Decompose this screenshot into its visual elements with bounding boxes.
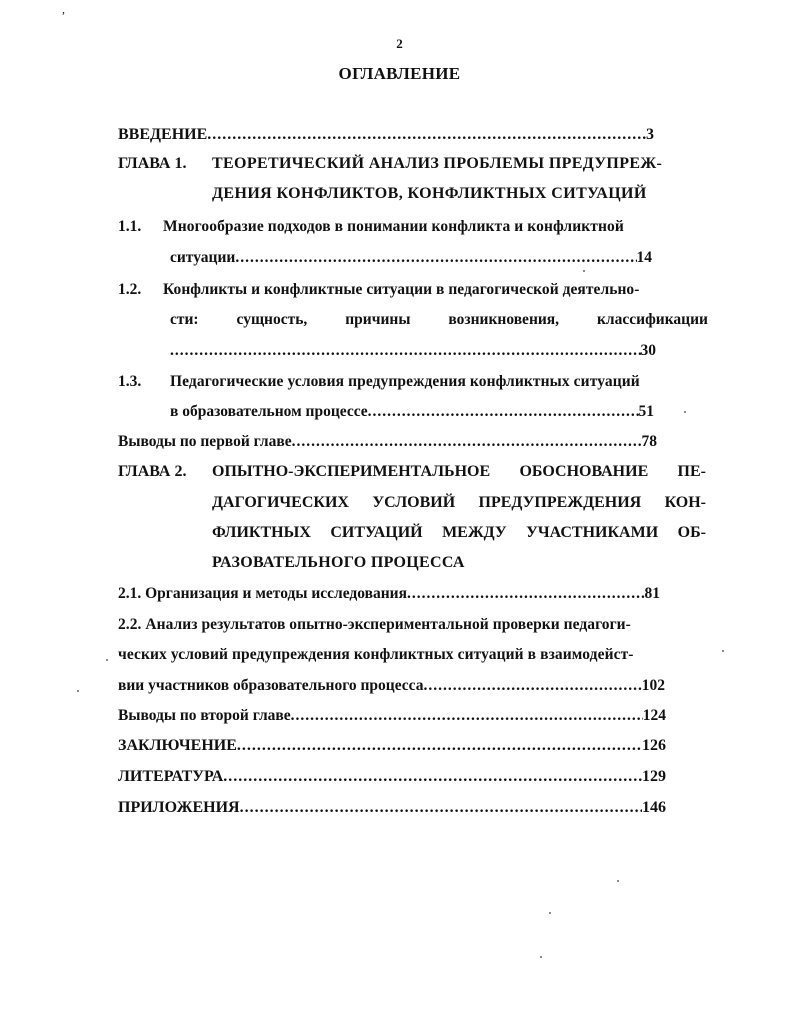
toc-label: ЗАКЛЮЧЕНИЕ: [118, 737, 237, 754]
toc-page: 3: [646, 126, 654, 143]
toc-label: ситуации: [170, 249, 236, 266]
toc-entry-final[interactable]: [118, 737, 666, 755]
word: сти:: [170, 311, 199, 328]
toc-section-1-2-line3[interactable]: [170, 342, 656, 360]
toc-section-2-1[interactable]: [118, 585, 660, 603]
toc-section-2-2-line1[interactable]: 2.2. Анализ результатов опытно-экспериментальной проверки педагоги-: [118, 616, 631, 633]
scan-speck: [549, 912, 551, 914]
toc-section-1-1-line2[interactable]: [170, 249, 652, 267]
toc-page: 81: [644, 585, 660, 602]
dot-leader: [423, 677, 641, 695]
toc-page: 102: [641, 677, 665, 694]
toc-section-1-2-line2[interactable]: [170, 311, 708, 329]
word: КОН-: [664, 494, 706, 511]
toc-section-1-3-line1[interactable]: Педагогические условия предупреждения конфликтных ситуаций: [170, 373, 640, 390]
dot-leader: [368, 403, 639, 421]
dot-leader: [291, 707, 643, 725]
toc-section-number: 1.1.: [118, 218, 142, 235]
toc-section-1-1-line1[interactable]: Многообразие подходов в понимании конфликта и конфликтной: [163, 218, 624, 235]
toc-entry-appendix[interactable]: [118, 799, 666, 817]
scan-speck: [77, 690, 79, 692]
scan-mark: ,: [62, 2, 65, 16]
toc-page: 78: [641, 433, 657, 450]
toc-section-number: 1.3.: [118, 373, 142, 390]
toc-section-2-2-line2[interactable]: ческих условий предупреждения конфликтных ситуаций в взаимодейст-: [118, 646, 634, 663]
dot-leader: [407, 585, 645, 603]
toc-section-number: 1.2.: [118, 281, 142, 298]
toc-chapter2-title-line2[interactable]: [212, 494, 706, 512]
word: классификации: [597, 311, 708, 328]
toc-page: 51: [638, 403, 654, 420]
toc-page: 14: [636, 249, 652, 266]
word: УЧАСТНИКАМИ: [526, 524, 659, 541]
toc-page: 124: [642, 707, 666, 724]
toc-label: ЛИТЕРАТУРА: [118, 768, 224, 785]
dot-leader: [237, 737, 642, 755]
word: ПРЕДУПРЕЖДЕНИЯ: [478, 494, 642, 511]
word: ОПЫТНО-ЭКСПЕРИМЕНТАЛЬНОЕ: [212, 463, 491, 480]
toc-page: 30: [640, 342, 656, 359]
word: УСЛОВИЙ: [372, 494, 456, 511]
toc-chapter1-title-line2[interactable]: ДЕНИЯ КОНФЛИКТОВ, КОНФЛИКТНЫХ СИТУАЦИЙ: [212, 185, 647, 202]
toc-chapter2-title-line4[interactable]: РАЗОВАТЕЛЬНОГО ПРОЦЕССА: [212, 554, 465, 571]
dot-leader: [223, 768, 642, 786]
toc-page: 126: [642, 737, 666, 754]
word: ОБОСНОВАНИЕ: [519, 463, 649, 480]
word: ОБ-: [677, 524, 706, 541]
page-title: ОГЛАВЛЕНИЕ: [338, 64, 461, 83]
scan-speck: [684, 411, 686, 413]
toc-chapter1-label[interactable]: ГЛАВА 1.: [118, 155, 187, 172]
word: ДАГОГИЧЕСКИХ: [212, 494, 349, 511]
toc-label: 2.1. Организация и методы исследования: [118, 585, 407, 602]
scan-speck: [722, 650, 724, 652]
scan-speck: [106, 659, 108, 661]
word: ПЕ-: [677, 463, 706, 480]
toc-entry-literature[interactable]: [118, 768, 666, 786]
toc-label: Выводы по первой главе: [118, 433, 292, 450]
toc-page: 129: [642, 768, 666, 785]
toc-page: 146: [642, 799, 666, 816]
dot-leader: [240, 799, 642, 817]
scan-speck: [617, 880, 619, 882]
toc-label: в образовательном процессе: [170, 403, 368, 420]
dot-leader: [292, 433, 642, 451]
toc-chapter1-title-line1[interactable]: ТЕОРЕТИЧЕСКИЙ АНАЛИЗ ПРОБЛЕМЫ ПРЕДУПРЕЖ-: [212, 155, 663, 172]
dot-leader: [207, 126, 646, 144]
word: СИТУАЦИЙ: [330, 524, 423, 541]
toc-section-2-2-line3[interactable]: [118, 677, 665, 695]
word: сущность,: [236, 311, 308, 328]
page-number: 2: [396, 36, 403, 51]
toc-label: ВВЕДЕНИЕ: [118, 126, 208, 143]
toc-label: ПРИЛОЖЕНИЯ: [118, 799, 240, 816]
dot-leader: [170, 342, 641, 360]
toc-label: вии участников образовательного процесса: [118, 677, 424, 694]
toc-entry-conclusion-2[interactable]: [118, 707, 666, 725]
toc-label: Выводы по второй главе: [118, 707, 291, 724]
toc-section-1-3-line2[interactable]: [170, 403, 654, 421]
toc-chapter2-title-line1[interactable]: [212, 463, 706, 481]
toc-entry-intro[interactable]: [118, 126, 654, 144]
word: причины: [345, 311, 411, 328]
dot-leader: [235, 249, 636, 267]
word: ФЛИКТНЫХ: [212, 524, 311, 541]
toc-chapter2-title-line3[interactable]: [212, 524, 706, 542]
scan-speck: [540, 956, 542, 958]
word: МЕЖДУ: [442, 524, 507, 541]
toc-chapter2-label[interactable]: ГЛАВА 2.: [118, 463, 187, 480]
toc-entry-conclusion-1[interactable]: [118, 433, 657, 451]
scan-speck: [583, 270, 585, 272]
toc-section-1-2-line1[interactable]: Конфликты и конфликтные ситуации в педагогической деятельно-: [163, 281, 640, 298]
word: возникновения,: [448, 311, 560, 328]
